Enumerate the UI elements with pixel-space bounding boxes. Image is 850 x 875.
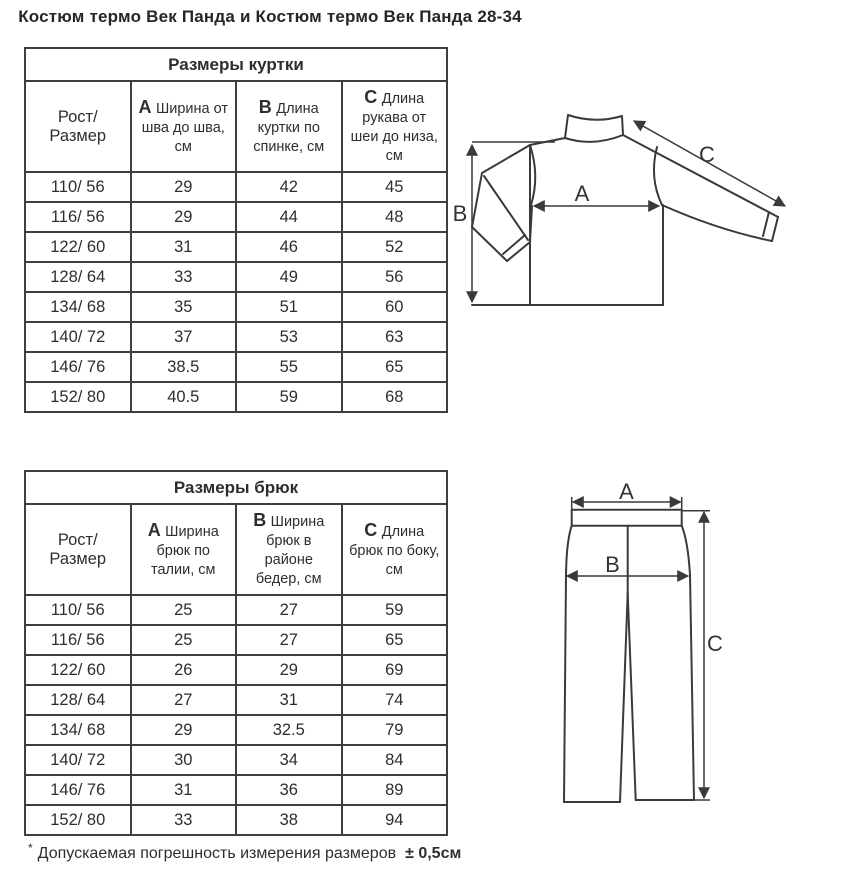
measure-cell: 31 — [131, 775, 237, 805]
measure-cell: 55 — [236, 352, 342, 382]
jacket-column-a-header — [131, 81, 237, 172]
pants-size-column-header: Рост/Размер — [25, 504, 131, 595]
pants-column-c-header — [342, 504, 448, 595]
table-row — [25, 775, 447, 805]
pants-right-inseam — [628, 593, 636, 800]
jacket-caption-row — [25, 48, 447, 81]
table-row — [25, 595, 447, 625]
size-cell: 122/ 60 — [25, 232, 131, 262]
size-cell: 140/ 72 — [25, 745, 131, 775]
column-c-label: Длина брюк по боку, см — [349, 523, 440, 578]
table-row — [25, 715, 447, 745]
measure-cell: 56 — [342, 262, 448, 292]
measure-cell: 45 — [342, 172, 448, 202]
footnote-tolerance-value: ± 0,5см — [405, 845, 462, 862]
measure-cell: 65 — [342, 352, 448, 382]
measure-cell: 27 — [131, 685, 237, 715]
dim-letter-a: A — [147, 519, 161, 540]
measure-cell: 33 — [131, 262, 237, 292]
measure-cell: 48 — [342, 202, 448, 232]
column-a-label: Ширина брюк по талии, см — [151, 523, 219, 578]
measure-cell: 30 — [131, 745, 237, 775]
column-b-label: Длина куртки по спинке, см — [253, 100, 325, 155]
jacket-dimension-b-label: B — [452, 201, 468, 226]
size-cell: 140/ 72 — [25, 322, 131, 352]
pants-dimension-b-label: B — [605, 552, 620, 577]
jacket-column-b-header — [236, 81, 342, 172]
table-row — [25, 292, 447, 322]
table-row — [25, 685, 447, 715]
pants-dimension-a-label: A — [619, 479, 634, 504]
measure-cell: 26 — [131, 655, 237, 685]
measure-cell: 25 — [131, 625, 237, 655]
jacket-dimension-c-label: C — [699, 142, 715, 167]
measure-cell: 46 — [236, 232, 342, 262]
measure-cell: 31 — [131, 232, 237, 262]
table-row — [25, 625, 447, 655]
footnote-asterisk: * — [28, 841, 33, 855]
measure-cell: 52 — [342, 232, 448, 262]
table-row — [25, 232, 447, 262]
pants-diagram — [545, 478, 740, 830]
measure-cell: 84 — [342, 745, 448, 775]
measure-cell: 59 — [342, 595, 448, 625]
measure-cell: 31 — [236, 685, 342, 715]
size-cell: 134/ 68 — [25, 292, 131, 322]
jacket-dimension-a-label: A — [574, 181, 590, 206]
pants-table-body — [25, 595, 447, 835]
page-title: Костюм термо Век Панда и Костюм термо Век Панда 28-34 — [18, 7, 522, 26]
pants-size-table — [24, 470, 448, 836]
measure-cell: 65 — [342, 625, 448, 655]
size-cell: 152/ 80 — [25, 382, 131, 412]
tolerance-footnote — [28, 841, 461, 863]
measure-cell: 60 — [342, 292, 448, 322]
measure-cell: 63 — [342, 322, 448, 352]
pants-caption-row — [25, 471, 447, 504]
measure-cell: 89 — [342, 775, 448, 805]
jacket-size-column-header: Рост/Размер — [25, 81, 131, 172]
measure-cell: 29 — [131, 202, 237, 232]
pants-header-row — [25, 504, 447, 595]
pants-left-outer-leg — [564, 575, 566, 802]
measure-cell: 33 — [131, 805, 237, 835]
jacket-diagram — [450, 98, 840, 333]
measure-cell: 59 — [236, 382, 342, 412]
table-row — [25, 322, 447, 352]
measure-cell: 38.5 — [131, 352, 237, 382]
jacket-size-table — [24, 47, 448, 413]
measure-cell: 74 — [342, 685, 448, 715]
measure-cell: 29 — [236, 655, 342, 685]
size-cell: 116/ 56 — [25, 625, 131, 655]
size-cell: 134/ 68 — [25, 715, 131, 745]
measure-cell: 53 — [236, 322, 342, 352]
measure-cell: 36 — [236, 775, 342, 805]
size-cell: 122/ 60 — [25, 655, 131, 685]
measure-cell: 49 — [236, 262, 342, 292]
jacket-right-cuff-seam — [763, 212, 769, 236]
measure-cell: 27 — [236, 595, 342, 625]
measure-cell: 40.5 — [131, 382, 237, 412]
size-cell: 128/ 64 — [25, 262, 131, 292]
jacket-right-sleeve-bottom — [662, 205, 772, 241]
jacket-left-cuff-seam — [503, 235, 525, 254]
dim-letter-a: A — [138, 96, 152, 117]
pants-column-b-header — [236, 504, 342, 595]
measure-cell: 37 — [131, 322, 237, 352]
jacket-left-sleeve-fold — [484, 176, 528, 240]
measure-cell: 32.5 — [236, 715, 342, 745]
table-row — [25, 745, 447, 775]
measure-cell: 38 — [236, 805, 342, 835]
measure-cell: 68 — [342, 382, 448, 412]
pants-left-inseam — [620, 593, 628, 802]
size-cell: 116/ 56 — [25, 202, 131, 232]
table-row — [25, 262, 447, 292]
pants-right-outer-leg — [690, 575, 694, 800]
measure-cell: 94 — [342, 805, 448, 835]
column-a-label: Ширина от шва до шва, см — [141, 100, 228, 155]
column-c-label: Длина рукава от шеи до низа, см — [350, 91, 438, 164]
measure-cell: 42 — [236, 172, 342, 202]
column-b-label: Ширина брюк в районе бедер, см — [255, 514, 325, 587]
size-cell: 128/ 64 — [25, 685, 131, 715]
size-cell: 110/ 56 — [25, 172, 131, 202]
measure-cell: 44 — [236, 202, 342, 232]
jacket-column-c-header — [342, 81, 448, 172]
dim-letter-c: C — [364, 87, 378, 107]
size-cell: 146/ 76 — [25, 775, 131, 805]
jacket-left-cuff-end — [507, 242, 530, 261]
jacket-left-sleeve-outer — [472, 145, 530, 261]
size-cell: 152/ 80 — [25, 805, 131, 835]
table-row — [25, 202, 447, 232]
table-row — [25, 655, 447, 685]
measure-cell: 34 — [236, 745, 342, 775]
measure-cell: 29 — [131, 715, 237, 745]
pants-table-caption: Размеры брюк — [25, 471, 447, 504]
jacket-table-caption: Размеры куртки — [25, 48, 447, 81]
pants-left-hip-curve — [566, 526, 572, 575]
measure-cell: 29 — [131, 172, 237, 202]
jacket-right-cuff-end — [772, 217, 778, 241]
measure-cell: 27 — [236, 625, 342, 655]
pants-right-hip-curve — [682, 526, 690, 575]
measure-cell: 35 — [131, 292, 237, 322]
jacket-table-body — [25, 172, 447, 412]
pants-waistband — [572, 510, 682, 526]
measure-cell: 25 — [131, 595, 237, 625]
measure-cell: 69 — [342, 655, 448, 685]
measure-cell: 79 — [342, 715, 448, 745]
dim-letter-c: C — [364, 519, 378, 540]
footnote-text: Допускаемая погрешность измерения размеров — [37, 845, 397, 862]
dim-letter-b: B — [253, 510, 267, 530]
table-row — [25, 352, 447, 382]
size-cell: 110/ 56 — [25, 595, 131, 625]
jacket-collar-outline — [565, 115, 623, 142]
jacket-header-row — [25, 81, 447, 172]
pants-column-a-header — [131, 504, 237, 595]
table-row — [25, 382, 447, 412]
table-row — [25, 805, 447, 835]
dim-letter-b: B — [258, 96, 272, 117]
measure-cell: 51 — [236, 292, 342, 322]
size-cell: 146/ 76 — [25, 352, 131, 382]
table-row — [25, 172, 447, 202]
pants-dimension-c-label: C — [707, 631, 723, 656]
